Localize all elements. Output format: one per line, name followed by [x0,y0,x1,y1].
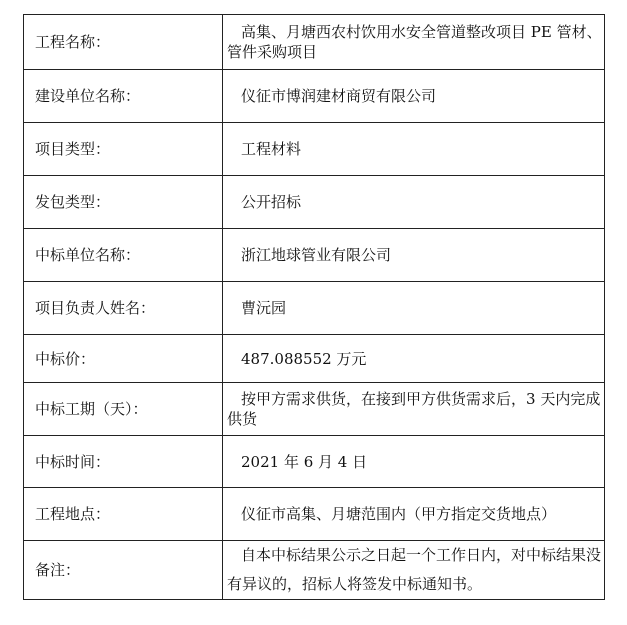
row-label-manager: 项目负责人姓名： [24,282,223,335]
table-row [24,436,605,488]
row-value-contract-type: 公开招标 [241,193,302,211]
row-label-winner: 中标单位名称： [24,229,223,282]
row-label-project-name: 工程名称： [24,15,223,70]
row-value-price: 487.088552 万元 [241,349,367,368]
row-label-remarks: 备注： [24,541,223,600]
row-value-winner: 浙江地球管业有限公司 [241,246,392,264]
row-label-price: 中标价： [24,335,223,383]
row-value-award-date: 2021 年 6 月 4 日 [241,452,368,471]
table-row [24,335,605,383]
row-value-project-type: 工程材料 [241,140,302,158]
table-row [24,541,605,600]
row-label-builder: 建设单位名称： [24,70,223,123]
table-row [24,488,605,541]
row-value-project-name: 高集、月塘西农村饮用水安全管道整改项目 PE 管材、管件采购项目 [223,15,605,70]
table-row [24,176,605,229]
table-row [24,123,605,176]
row-value-manager: 曹沅园 [241,299,287,317]
table-row [24,229,605,282]
bid-result-table [23,14,605,600]
row-label-award-date: 中标时间： [24,436,223,488]
row-value-remarks: 自本中标结果公示之日起一个工作日内，对中标结果没有异议的，招标人将签发中标通知书。 [223,541,605,600]
row-value-location: 仪征市高集、月塘范围内（甲方指定交货地点） [241,505,557,523]
row-value-duration: 按甲方需求供货，在接到甲方供货需求后，3 天内完成供货 [223,383,605,436]
row-label-duration: 中标工期（天）： [24,383,223,436]
table-row [24,383,605,436]
row-value-builder: 仪征市博润建材商贸有限公司 [241,87,437,105]
table-row [24,282,605,335]
table-row [24,15,605,70]
table-row [24,70,605,123]
row-label-location: 工程地点： [24,488,223,541]
row-label-contract-type: 发包类型： [24,176,223,229]
row-label-project-type: 项目类型： [24,123,223,176]
